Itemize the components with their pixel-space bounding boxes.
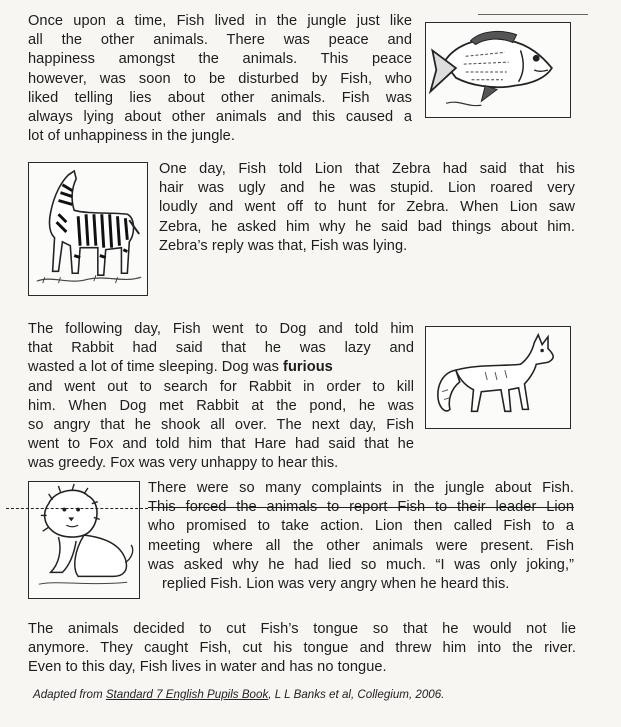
p4-line: This forced the animals to report Fish to their leader Lion bbox=[148, 499, 574, 516]
fox-icon bbox=[426, 327, 570, 428]
fox-illustration bbox=[425, 326, 571, 429]
dashed-rule bbox=[6, 508, 148, 509]
p1-line: Once upon a time, Fish lived in the jungle just like bbox=[28, 13, 412, 29]
p1-line: however, was soon to be disturbed by Fish, who bbox=[28, 70, 412, 87]
paragraph-3 bbox=[28, 320, 414, 474]
paragraph-5 bbox=[28, 620, 576, 678]
p3-line-text: wasted a lot of time sleeping. Dog was bbox=[28, 359, 279, 376]
citation bbox=[33, 688, 444, 701]
p3-line bbox=[28, 358, 414, 377]
p1-line: always lying about other animals and this caused a bbox=[28, 109, 412, 126]
paragraph-1 bbox=[28, 12, 412, 146]
p5-line: The animals decided to cut Fish’s tongue so that he would not lie bbox=[28, 621, 576, 637]
p1-line: liked telling lies about other animals. Fish was bbox=[28, 89, 412, 106]
p3-line: was greedy. Fox was very unhappy to hear this. bbox=[28, 455, 339, 472]
zebra-illustration bbox=[28, 162, 148, 296]
p5-line: Even to this day, Fish lives in water and has no tongue. bbox=[28, 659, 387, 676]
p2-line: loudly and went off to hunt for Zebra. When Lion saw bbox=[159, 199, 575, 216]
p2-line: Zebra’s reply was that, Fish was lying. bbox=[159, 237, 408, 254]
p3-line: The following day, Fish went to Dog and told him bbox=[28, 321, 414, 337]
zebra-icon bbox=[29, 163, 147, 295]
p4-line: replied Fish. Lion was very angry when he heard this. bbox=[162, 576, 510, 593]
paragraph-2 bbox=[159, 160, 575, 256]
p1-line: happiness amongst the animals. This peace bbox=[28, 51, 412, 68]
p2-line: hair was ugly and he was stupid. Lion roared very bbox=[159, 180, 575, 197]
fish-icon bbox=[426, 23, 570, 117]
paragraph-4 bbox=[148, 479, 574, 594]
p3-line: that Rabbit had said that he was lazy and bbox=[28, 340, 414, 357]
bold-word-furious: furious bbox=[283, 359, 333, 376]
p1-line: all the other animals. There was peace and bbox=[28, 32, 412, 49]
p4-line: There were so many complaints in the jungle about Fish. bbox=[148, 480, 574, 496]
p3-line: went to Fox and told him that Hare had said that he bbox=[28, 436, 414, 453]
p1-line: lot of unhappiness in the jungle. bbox=[28, 128, 235, 145]
p3-line: and went out to search for Rabbit in order to kill bbox=[28, 378, 414, 395]
lion-icon bbox=[29, 482, 139, 598]
p2-line: One day, Fish told Lion that Zebra had said that his bbox=[159, 161, 575, 177]
p5-line: anymore. They caught Fish, cut his tongue and threw him into the river. bbox=[28, 640, 576, 657]
p4-line: who promised to take action. Lion then called Fish to a bbox=[148, 518, 574, 535]
citation-suffix: , L L Banks et al, Collegium, 2006. bbox=[268, 688, 445, 701]
p3-line: him. When Dog met Rabbit at the pond, he was bbox=[28, 397, 414, 414]
top-rule bbox=[478, 14, 588, 15]
p2-line: Zebra, he asked him why he said bad things about him. bbox=[159, 218, 575, 235]
p4-line: was asked why he had lied so much. “I was only joking,” bbox=[148, 556, 574, 573]
p4-line: meeting where all the other animals were present. Fish bbox=[148, 537, 574, 554]
citation-prefix: Adapted from bbox=[33, 688, 106, 701]
p3-line: so angry that he shook all over. The next day, Fish bbox=[28, 417, 414, 434]
fish-illustration bbox=[425, 22, 571, 118]
lion-illustration bbox=[28, 481, 140, 599]
citation-book-title: Standard 7 English Pupils Book bbox=[105, 688, 269, 701]
